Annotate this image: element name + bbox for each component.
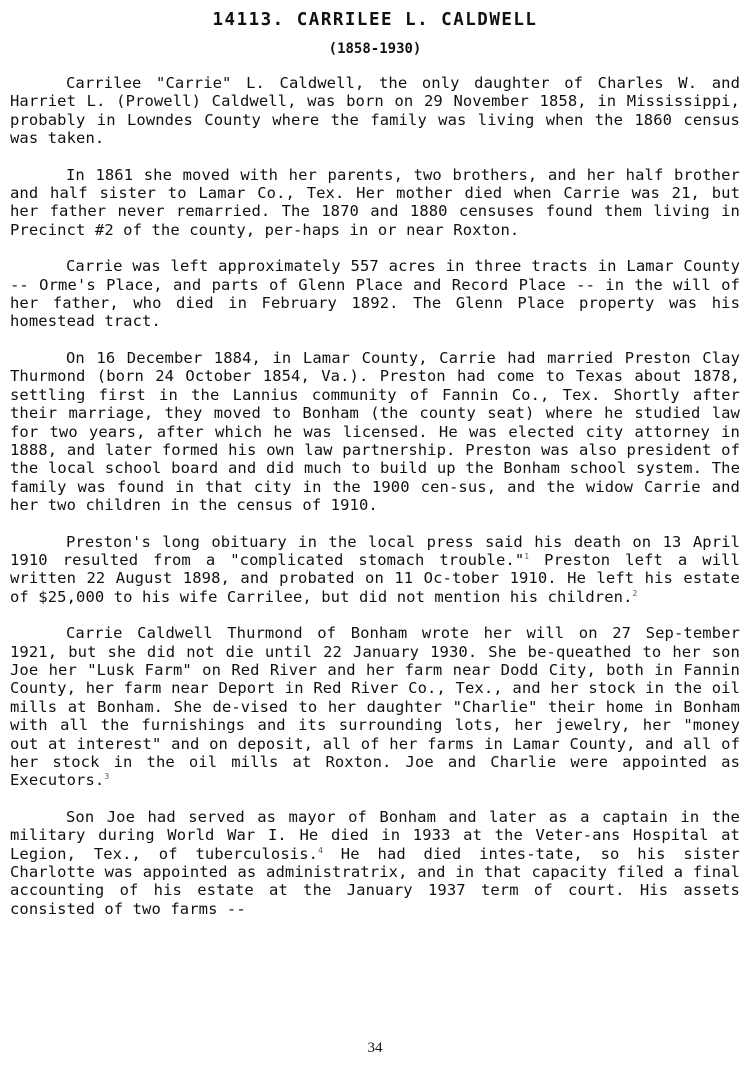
paragraph-text: In 1861 she moved with her parents, two brothers, and her half brother and half sister to Lamar Co., Tex. Her mother died when Carrie was 21, but her father never remarried. The 1870 and 1880 censuses found them living in Precinct #2 of the county, per-haps in or near Roxton. [10,165,740,239]
life-dates: (1858-1930) [328,41,422,57]
paragraph-inheritance [10,257,740,331]
paragraph-text: Preston's long obituary in the local press said his death on 13 April 1910 resulted from a "complicated stomach trouble." [10,532,740,569]
footnote-marker: 4 [318,845,323,855]
paragraph-text: On 16 December 1884, in Lamar County, Carrie had married Preston Clay Thurmond (born 24 October 1854, Va.). Preston had come to Texas about 1878, settling first in the Lannius community of Fannin Co., Tex. Shortly after their marriage, they moved to Bonham (the county seat) where he studied law for two years, after which he was licensed. He was elected city attorney in 1888, and later formed his own law partnership. Preston was also president of the local school board and did much to build up the Bonham school system. The family was found in that city in the 1900 cen-sus, and the widow Carrie and her two children in the census of 1910. [10,348,740,515]
paragraph-marriage [10,349,740,515]
document-page [10,8,740,936]
footnote-marker: 1 [524,551,530,561]
page-number: 34 [367,1040,383,1056]
paragraph-text: Son Joe had served as mayor of Bonham and later as a captain in the military during World War I. He died in 1933 at the Veter-ans Hospital at Legion, Tex., of tuberculosis. [10,807,740,863]
paragraph-birth [10,74,740,148]
paragraph-son-joe [10,808,740,918]
entry-title: 14113. CARRILEE L. CALDWELL [212,10,538,30]
paragraph-obituary [10,533,740,607]
paragraph-move-to-texas [10,166,740,240]
footnote-marker: 2 [632,588,638,598]
paragraph-text: He had died intes-tate, so his sister Charlotte was appointed as administratrix, and in that capacity filed a final accounting of his estate at the January 1937 term of court. His assets consisted of two farms -- [10,844,740,918]
paragraph-text: Carrie was left approximately 557 acres in three tracts in Lamar County -- Orme's Place, and parts of Glenn Place and Record Place -- in the will of her father, who died in February 1892. The Glenn Place property was his homestead tract. [10,257,740,331]
paragraph-text: Preston left a will written 22 August 1898, and probated on 11 Oc-tober 1910. He left his estate of $25,000 to his wife Carrilee, but did not mention his children. [10,550,740,606]
paragraph-will [10,624,740,790]
paragraph-text: Carrie Caldwell Thurmond of Bonham wrote her will on 27 Sep-tember 1921, but she did not die until 22 January 1930. She be-queathed to her son Joe her "Lusk Farm" on Red River and her farm near Dodd City, both in Fannin County, her farm near Deport in Red River Co., Tex., and her stock in the oil mills at Bonham. She de-vised to her daughter "Charlie" their home in Bonham with all the furnishings and its surrounding lots, her jewelry, her "money out at interest" and on deposit, all of her farms in Lamar County, and all of her stock in the oil mills at Roxton. Joe and Charlie were appointed as Executors. [10,624,740,790]
footnote-marker: 3 [104,772,110,782]
paragraph-text: Carrilee "Carrie" L. Caldwell, the only daughter of Charles W. and Harriet L. (Prowell) Caldwell, was born on 29 November 1858, in Mississippi, probably in Lowndes County where the family was living when the 1860 census was taken. [10,74,740,148]
